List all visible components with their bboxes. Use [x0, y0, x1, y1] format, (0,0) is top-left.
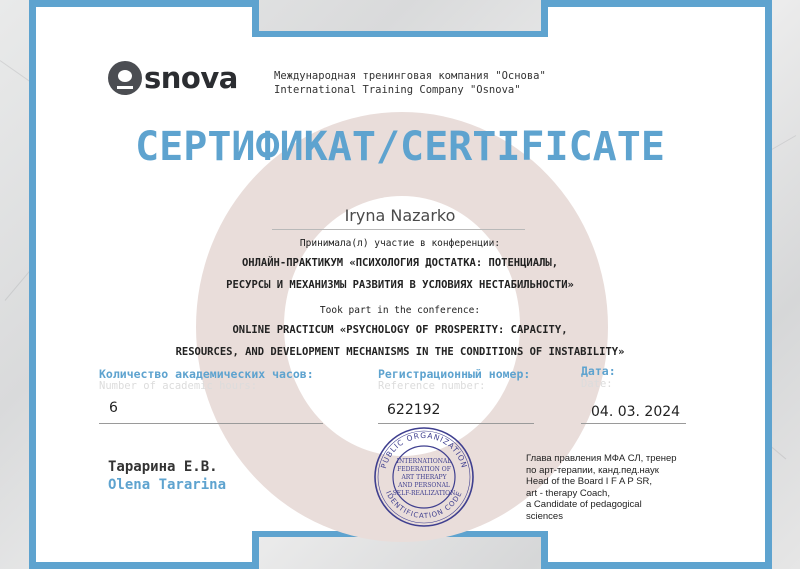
event-title-ru-line1: ОНЛАЙН-ПРАКТИКУМ «ПСИХОЛОГИЯ ДОСТАТКА: ПОТЕНЦИАЛЫ,	[241, 257, 559, 269]
certificate-title: СЕРТИФИКАТ/CERTIFICATE	[135, 124, 665, 170]
recipient-name: Iryna Nazarko	[344, 206, 456, 225]
stamp-inner-line5: SELF-REALIZATION	[392, 490, 456, 497]
logo-o-mark	[108, 61, 142, 95]
hours-label-en: Number of academic hours:	[99, 380, 258, 392]
stamp-outer-top: PUBLIC ORGANIZATION	[378, 430, 470, 470]
reg-label-en: Reference number:	[378, 380, 486, 392]
stamp-inner-line3: ART THERAPY	[401, 474, 447, 481]
company-name-ru: Международная тренинговая компания "Основа"	[274, 70, 546, 82]
reg-value: 622192	[387, 402, 441, 418]
participation-ru: Принимала(л) участие в конференции:	[299, 238, 501, 249]
paper-extension-bottom-right	[548, 529, 765, 562]
organization-stamp	[373, 426, 475, 528]
signer-name-ru: Тарарина Е.В.	[108, 459, 218, 475]
stamp-inner-line1: INTERNATIONAL	[396, 458, 452, 465]
hours-label-ru: Количество академических часов:	[99, 367, 314, 381]
reg-label-ru: Регистрационный номер:	[378, 367, 531, 381]
paper-extension-bottom-left	[36, 529, 252, 562]
date-underline	[581, 423, 686, 424]
role-line5: a Candidate of pedagogical	[526, 499, 642, 510]
company-name-en: International Training Company "Osnova"	[274, 84, 521, 96]
role-line6: sciences	[526, 510, 563, 522]
participation-en: Took part in the conference:	[319, 305, 481, 316]
paper-extension-top-left	[36, 7, 252, 39]
role-line3: Head of the Board I F A P SR,	[526, 476, 653, 487]
date-label-en: Date:	[581, 378, 613, 390]
event-title-en-line2: RESOURCES, AND DEVELOPMENT MECHANISMS IN THE CONDITIONS OF INSTABILITY»	[175, 346, 625, 358]
date-value: 04. 03. 2024	[591, 404, 681, 420]
stamp-inner-line4: AND PERSONAL	[398, 482, 450, 489]
logo-text: snova	[144, 61, 238, 95]
signer-name-en: Olena Tararina	[108, 477, 227, 493]
event-title-en-line1: ONLINE PRACTICUM «PSYCHOLOGY OF PROSPERITY: CAPACITY,	[232, 324, 568, 336]
role-line4: art - therapy Coach,	[526, 487, 610, 499]
event-title-ru-line2: РЕСУРСЫ И МЕХАНИЗМЫ РАЗВИТИЯ В УСЛОВИЯХ НЕСТАБИЛЬНОСТИ»	[226, 279, 574, 291]
reg-underline	[378, 423, 534, 424]
date-label-ru: Дата:	[581, 364, 616, 378]
osnova-logo	[108, 58, 238, 98]
recipient-underline	[272, 229, 525, 230]
hours-value: 6	[109, 400, 118, 416]
role-line2: по арт-терапии, канд.пед.наук	[526, 464, 659, 476]
stamp-outer-bottom: IDENTIFICATION CODE	[384, 489, 464, 521]
signer-role	[526, 453, 726, 522]
stamp-inner-line2: FEDERATION OF	[397, 466, 451, 473]
hours-underline	[99, 423, 323, 424]
paper-extension-top-right	[548, 7, 765, 39]
role-line1: Глава правления МФА СЛ, тренер	[526, 453, 677, 464]
company-name	[274, 69, 546, 97]
